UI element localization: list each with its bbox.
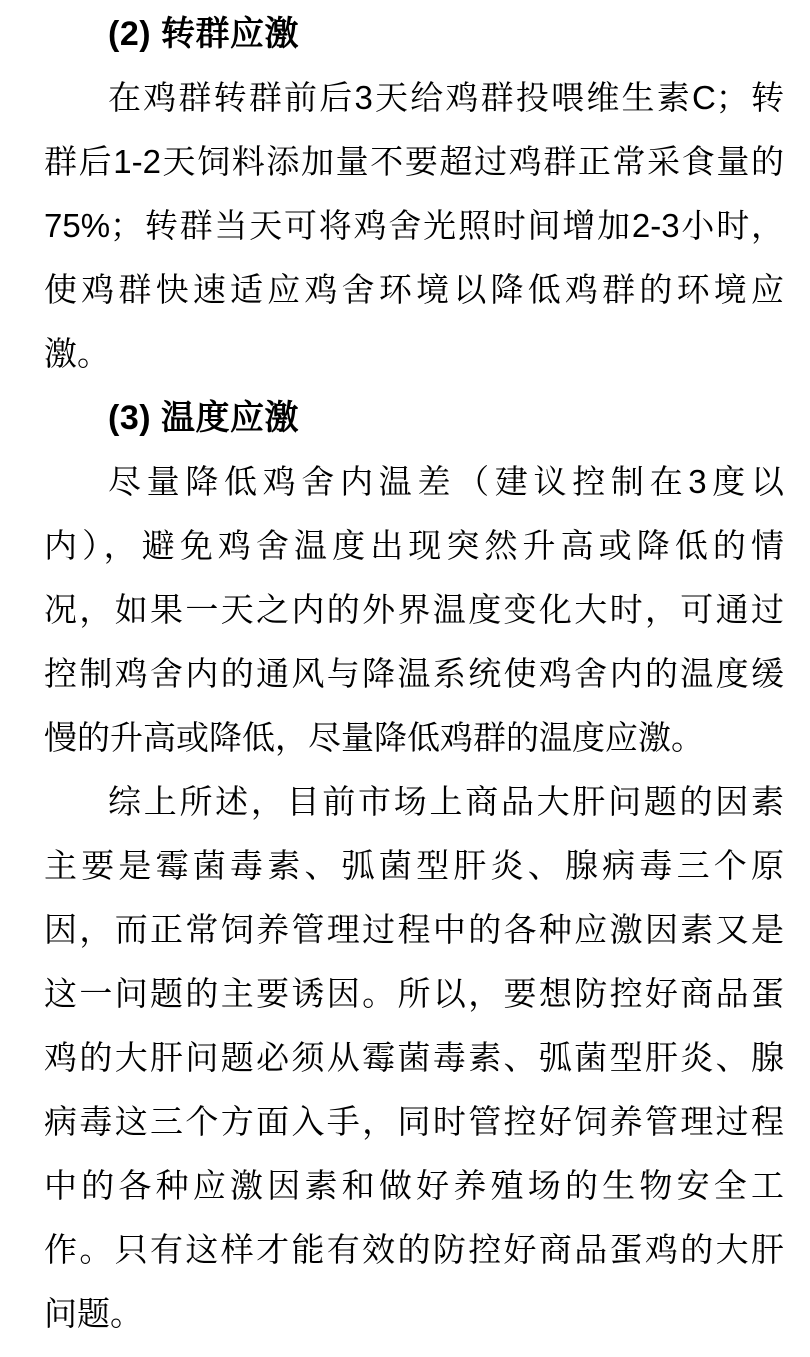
text-line: 综上所述，目前市场上商品大肝问题的因素 [108,783,784,820]
paragraph-temperature-stress [44,450,784,770]
text-line: 病毒这三个方面入手，同时管控好饲养管理过程 [44,1103,784,1140]
text-line: 作。只有这样才能有效的防控好商品蛋鸡的大肝 [44,1231,784,1268]
text-line: 问题。 [44,1295,143,1332]
text-line: 控制鸡舍内的通风与降温系统使鸡舍内的温度缓 [44,655,784,692]
text-line: 群后1-2天饲料添加量不要超过鸡群正常采食量的 [44,143,784,180]
text-line: 况，如果一天之内的外界温度变化大时，可通过 [44,591,784,628]
paragraph-transfer-stress [44,66,784,386]
text-line: 主要是霉菌毒素、弧菌型肝炎、腺病毒三个原 [44,847,784,884]
text-line: 内），避免鸡舍温度出现突然升高或降低的情 [44,527,784,564]
text-line: 慢的升高或降低，尽量降低鸡群的温度应激。 [44,719,704,756]
section-heading-temperature-stress: (3) 温度应激 [108,399,299,437]
text-line: 激。 [44,335,110,372]
text-line: 使鸡群快速适应鸡舍环境以降低鸡群的环境应 [44,271,784,308]
text-line: 因，而正常饲养管理过程中的各种应激因素又是 [44,911,784,948]
text-line: 中的各种应激因素和做好养殖场的生物安全工 [44,1167,784,1204]
text-line: 75%；转群当天可将鸡舍光照时间增加2-3小时， [44,207,784,244]
text-line: 这一问题的主要诱因。所以，要想防控好商品蛋 [44,975,784,1012]
paragraph-summary [44,770,784,1346]
text-line: 尽量降低鸡舍内温差（建议控制在3度以 [108,463,784,500]
section-heading-transfer-stress: (2) 转群应激 [108,15,299,53]
text-line: 鸡的大肝问题必须从霉菌毒素、弧菌型肝炎、腺 [44,1039,784,1076]
text-line: 在鸡群转群前后3天给鸡群投喂维生素C；转 [108,79,784,116]
